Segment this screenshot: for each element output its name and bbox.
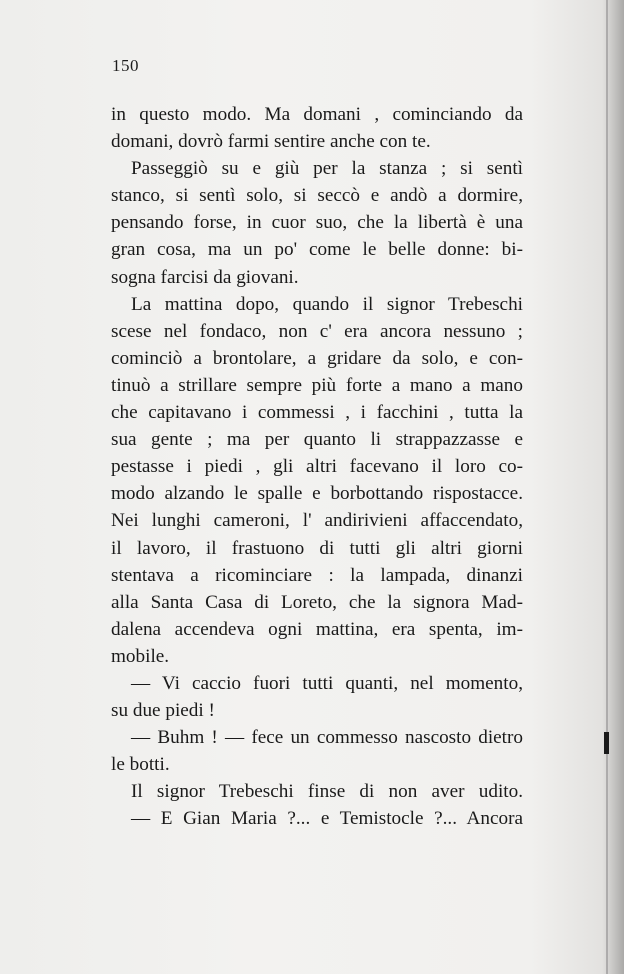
page-edge-mark: [604, 732, 609, 754]
text-line: in questo modo. Ma domani , cominciando da: [111, 104, 523, 125]
text-line: mobile.: [111, 645, 170, 667]
text-line: stanco, si sentì solo, si seccò e andò a dormire,: [111, 185, 523, 207]
text-line: Passeggiò su e giù per la stanza ; si sentì: [131, 158, 523, 180]
text-line: alla Santa Casa di Loreto, che la signora Mad-: [111, 591, 523, 613]
text-line: cominciò a brontolare, a gridare da solo, e con-: [111, 347, 523, 369]
text-line: il lavoro, il frastuono di tutti gli altri giorni: [111, 537, 523, 559]
page-number: 150: [112, 56, 139, 75]
body-text: [111, 101, 523, 833]
text-line: tinuò a strillare sempre più forte a mano a mano: [111, 374, 523, 396]
text-line: scese nel fondaco, non c' era ancora nessuno ;: [111, 320, 523, 342]
page-edge-line: [606, 0, 608, 974]
text-line: sua gente ; ma per quanto li strappazzasse e: [111, 429, 523, 451]
text-line: — Vi caccio fuori tutti quanti, nel momento,: [131, 672, 523, 694]
text-line: che capitavano i commessi , i facchini , tutta la: [111, 402, 523, 424]
text-line: dalena accendeva ogni mattina, era spenta, im-: [111, 618, 523, 640]
text-line: pensando forse, in cuor suo, che la libertà è una: [111, 212, 523, 234]
text-line: Nei lunghi cameroni, l' andirivieni affaccendato,: [111, 510, 523, 532]
text-line: gran cosa, ma un po' come le belle donne: bi-: [111, 239, 523, 261]
text-line: — Buhm ! — fece un commesso nascosto dietro: [131, 727, 523, 749]
text-line: — E Gian Maria ?... e Temistocle ?... Ancora: [131, 808, 523, 830]
text-line: sogna farcisi da giovani.: [111, 266, 299, 288]
text-line: modo alzando le spalle e borbottando rispostacce.: [111, 483, 523, 505]
text-line: Il signor Trebeschi finse di non aver udito.: [131, 781, 523, 803]
text-line: su due piedi !: [111, 700, 215, 722]
text-line: La mattina dopo, quando il signor Trebeschi: [131, 293, 523, 315]
text-line: pestasse i piedi , gli altri facevano il loro co-: [111, 456, 523, 478]
text-line: stentava a ricominciare : la lampada, dinanzi: [111, 564, 523, 586]
text-line: le botti.: [111, 754, 170, 776]
text-line: domani, dovrò farmi sentire anche con te.: [111, 131, 431, 153]
